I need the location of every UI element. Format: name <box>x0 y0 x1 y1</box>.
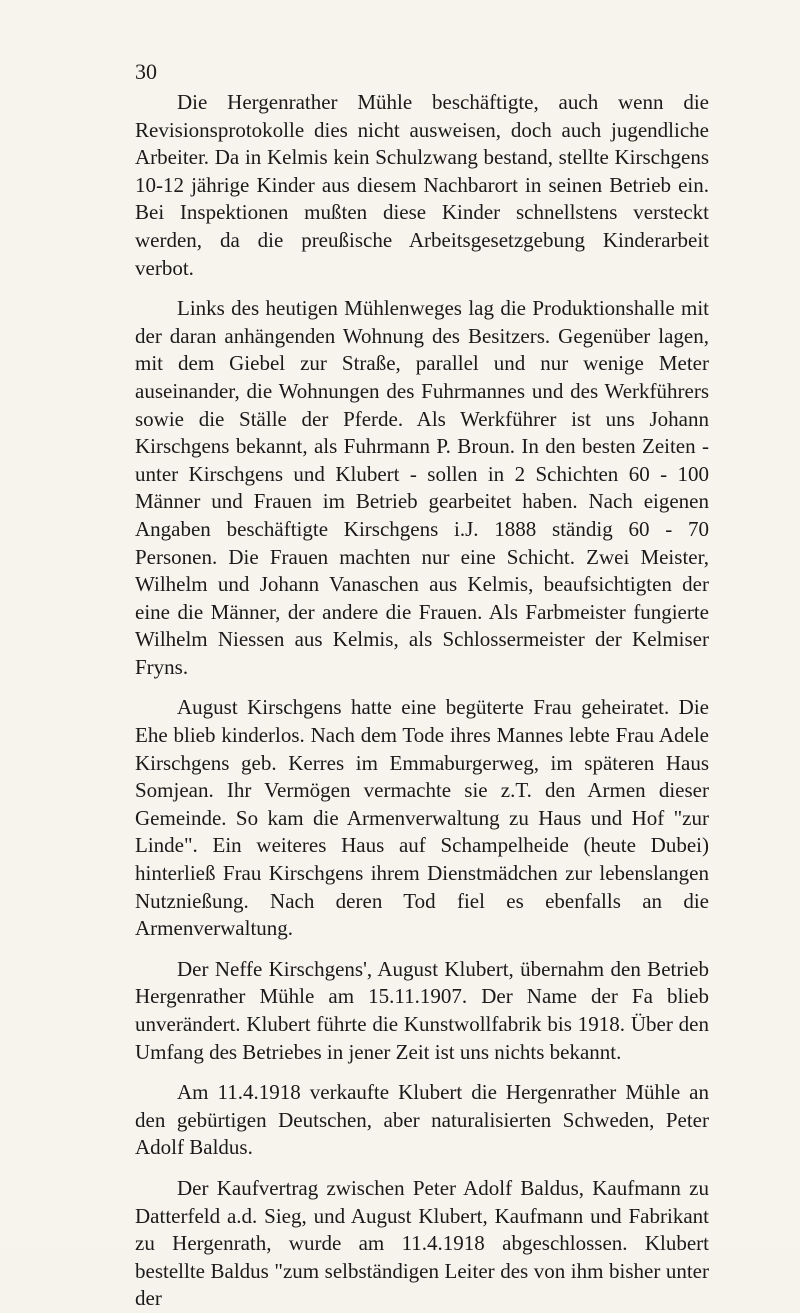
paragraph-production-hall: Links des heutigen Mühlenweges lag die Produktionshalle mit der daran anhängenden Wohnung des Besitzers. Gegenüber lagen, mit dem Giebel zur Straße, parallel und nur wenige Meter auseinander, die Wohnungen des Fuhrmannes und des Werkführers sowie die Ställe der Pferde. Als Werkführer ist uns Johann Kirschgens bekannt, als Fuhrmann P. Broun. In den besten Zeiten - unter Kirschgens und Klubert - sollen in 2 Schichten 60 - 100 Männer und Frauen im Betrieb gearbeitet haben. Nach eigenen Angaben beschäftigte Kirschgens i.J. 1888 ständig 60 - 70 Personen. Die Frauen machten nur eine Schicht. Zwei Meister, Wilhelm und Johann Vanaschen aus Kelmis, beaufsichtigten der eine die Männer, der andere die Frauen. Als Farbmeister fungierte Wilhelm Niessen aus Kelmis, als Schlossermeister der Kelmiser Fryns. <box>135 296 709 679</box>
paragraph-purchase-contract: Der Kaufvertrag zwischen Peter Adolf Baldus, Kaufmann zu Datterfeld a.d. Sieg, und August Klubert, Kaufmann und Fabrikant zu Hergenrath, wurde am 11.4.1918 abgeschlossen. Klubert bestellte Baldus "zum selbständigen Leiter des von ihm bisher unter der <box>135 1175 709 1311</box>
paragraph-klubert-takeover: Der Neffe Kirschgens', August Klubert, übernahm den Betrieb Hergenrather Mühle am 15.11.1907. Der Name der Fa blieb unverändert. Klubert führte die Kunstwollfabrik bis 1918. Über den Umfang des Betriebes in jener Zeit ist uns nichts bekannt. <box>135 956 709 1064</box>
paragraph-sale-to-baldus: Am 11.4.1918 verkaufte Klubert die Hergenrather Mühle an den gebürtigen Deutschen, aber naturalisierten Schweden, Peter Adolf Baldus. <box>135 1080 709 1160</box>
paragraph-kirschgens-wife: August Kirschgens hatte eine begüterte Frau geheiratet. Die Ehe blieb kinderlos. Nach dem Tode ihres Mannes lebte Frau Adele Kirschgens geb. Kerres im Emmaburgerweg, im späteren Haus Somjean. Ihr Vermögen vermachte sie z.T. den Armen dieser Gemeinde. So kam die Armenverwaltung zu Haus und Hof "zur Linde". Ein weiteres Haus auf Schampelheide (heute Dubei) hinterließ Frau Kirschgens ihrem Dienstmädchen zur lebenslangen Nutznießung. Nach deren Tod fiel es ebenfalls an die Armenverwaltung. <box>135 695 709 941</box>
paragraph-child-labor: Die Hergenrather Mühle beschäftigte, auch wenn die Revisionsprotokolle dies nicht ausweisen, doch auch jugendliche Arbeiter. Da in Kelmis kein Schulzwang bestand, stellte Kirschgens 10-12 jährige Kinder aus diesem Nachbarort in seinen Betrieb ein. Bei Inspektionen mußten diese Kinder schnellstens versteckt werden, da die preußische Arbeitsgesetzgebung Kinderarbeit verbot. <box>135 90 709 280</box>
page-number: 30 <box>135 59 157 84</box>
body-text <box>135 89 709 1313</box>
